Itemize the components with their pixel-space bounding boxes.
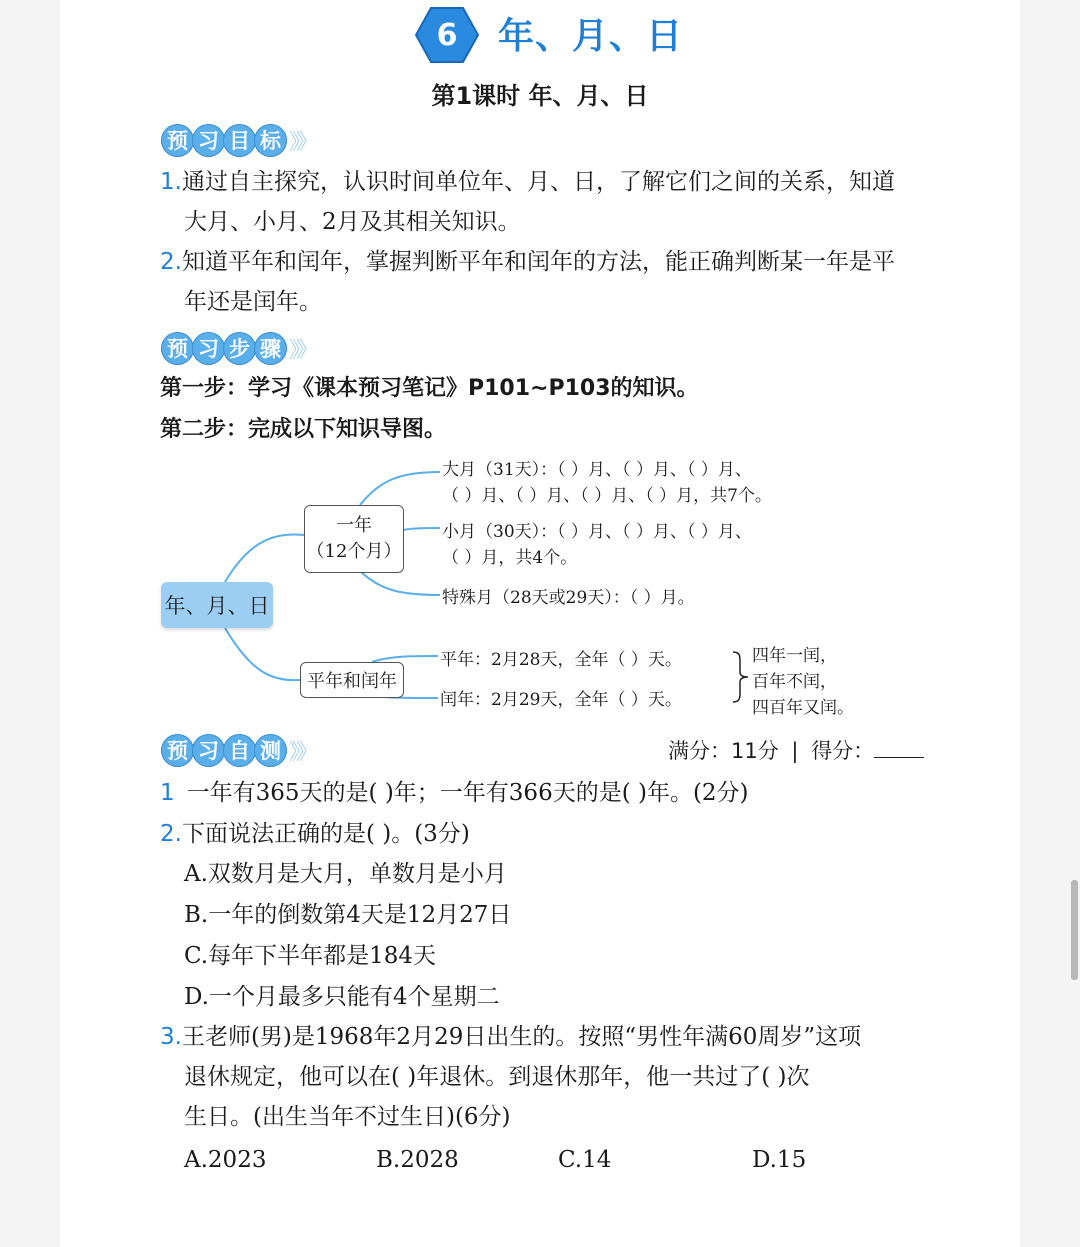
badge-char: 预 bbox=[161, 124, 194, 157]
badge-char: 习 bbox=[192, 734, 225, 767]
leap-rule-2: 百年不闰， bbox=[752, 672, 837, 692]
got-score-label: 得分： bbox=[811, 739, 875, 763]
badge-char: 习 bbox=[192, 332, 225, 365]
leap-rule-3: 四百年又闰。 bbox=[752, 698, 854, 718]
leap-year: 闰年：2月29天，全年（ ）天。 bbox=[440, 690, 682, 710]
q3-option-b: B.2028 bbox=[376, 1147, 459, 1173]
question-text: 下面说法正确的是( )。(3分) bbox=[181, 821, 470, 847]
badge-char: 目 bbox=[223, 124, 256, 157]
q2-option-b: B.一年的倒数第4天是12月27日 bbox=[184, 902, 512, 928]
q3-option-c: C.14 bbox=[558, 1147, 612, 1173]
question-3-line3: 生日。(出生当年不过生日)(6分) bbox=[184, 1104, 511, 1130]
goal-text: 知道平年和闰年，掌握判断平年和闰年的方法，能正确判断某一年是平 bbox=[181, 249, 895, 275]
badge-char: 习 bbox=[192, 124, 225, 157]
full-score: 满分：11分 bbox=[668, 739, 779, 763]
badge-char: 步 bbox=[223, 332, 256, 365]
question-1 bbox=[160, 777, 749, 809]
step-1: 第一步：学习《课本预习笔记》P101~P103的知识。 bbox=[160, 376, 699, 401]
scrollbar-thumb[interactable] bbox=[1071, 880, 1078, 980]
badge-char: 预 bbox=[161, 734, 194, 767]
badge-char: 骤 bbox=[254, 332, 287, 365]
special-month: 特殊月（28天或29天）：（ ）月。 bbox=[442, 588, 695, 608]
score-separator: | bbox=[791, 739, 799, 763]
common-year: 平年：2月28天，全年（ ）天。 bbox=[440, 650, 682, 670]
badge-char: 自 bbox=[223, 734, 256, 767]
badge-char: 测 bbox=[254, 734, 287, 767]
chapter-title: 年、月、日 bbox=[498, 16, 684, 57]
leap-rule-1: 四年一闰， bbox=[752, 646, 837, 666]
badge-char: 标 bbox=[254, 124, 287, 157]
question-text: 王老师(男)是1968年2月29日出生的。按照“男性年满60周岁”这项 bbox=[181, 1024, 862, 1050]
node-year-line1: 一年 bbox=[336, 515, 372, 536]
goal-2-line2: 年还是闰年。 bbox=[184, 289, 322, 315]
goal-text: 通过自主探究，认识时间单位年、月、日，了解它们之间的关系，知道 bbox=[181, 169, 895, 195]
small-month-line2: （ ）月，共4个。 bbox=[442, 548, 578, 568]
question-number: 1 bbox=[160, 780, 175, 806]
q3-option-d: D.15 bbox=[752, 1147, 807, 1173]
section-badge-selftest bbox=[161, 732, 314, 768]
question-text: 一年有365天的是( )年；一年有366天的是( )年。(2分) bbox=[186, 780, 749, 806]
goal-number: 2. bbox=[160, 249, 182, 275]
q2-option-c: C.每年下半年都是184天 bbox=[184, 943, 436, 969]
question-3-line2: 退休规定，他可以在( )年退休。到退休那年，他一共过了( )次 bbox=[184, 1064, 810, 1090]
badge-char: 预 bbox=[161, 332, 194, 365]
section-arrows-icon: 》》 bbox=[289, 337, 315, 363]
node-year-line2: （12个月） bbox=[306, 541, 402, 562]
step-2: 第二步：完成以下知识导图。 bbox=[160, 417, 447, 442]
section-arrows-icon: 》》 bbox=[289, 129, 315, 155]
lesson-title: 第1课时 年、月、日 bbox=[431, 82, 649, 110]
mindmap-root: 年、月、日 bbox=[161, 582, 273, 628]
big-month-line2: （ ）月、（ ）月、（ ）月、（ ）月，共7个。 bbox=[442, 486, 772, 506]
question-number: 2. bbox=[160, 821, 182, 847]
big-month-line1: 大月（31天）：（ ）月、（ ）月、（ ）月、 bbox=[442, 460, 752, 480]
goal-1-line2: 大月、小月、2月及其相关知识。 bbox=[184, 209, 521, 235]
section-arrows-icon: 》》 bbox=[289, 739, 315, 765]
q2-option-d: D.一个月最多只能有4个星期二 bbox=[184, 984, 500, 1010]
question-2 bbox=[160, 818, 470, 850]
q3-option-a: A.2023 bbox=[184, 1147, 267, 1173]
mindmap-node-year bbox=[304, 505, 404, 573]
question-3-line1 bbox=[160, 1021, 861, 1053]
score-blank[interactable] bbox=[874, 739, 924, 758]
score-line bbox=[668, 735, 924, 765]
mindmap-node-leap: 平年和闰年 bbox=[300, 662, 404, 698]
q2-option-a: A.双数月是大月，单数月是小月 bbox=[184, 861, 507, 887]
goal-number: 1. bbox=[160, 169, 182, 195]
small-month-line1: 小月（30天）：（ ）月、（ ）月、（ ）月、 bbox=[442, 522, 752, 542]
chapter-number: 6 bbox=[436, 17, 458, 53]
question-number: 3. bbox=[160, 1024, 182, 1050]
